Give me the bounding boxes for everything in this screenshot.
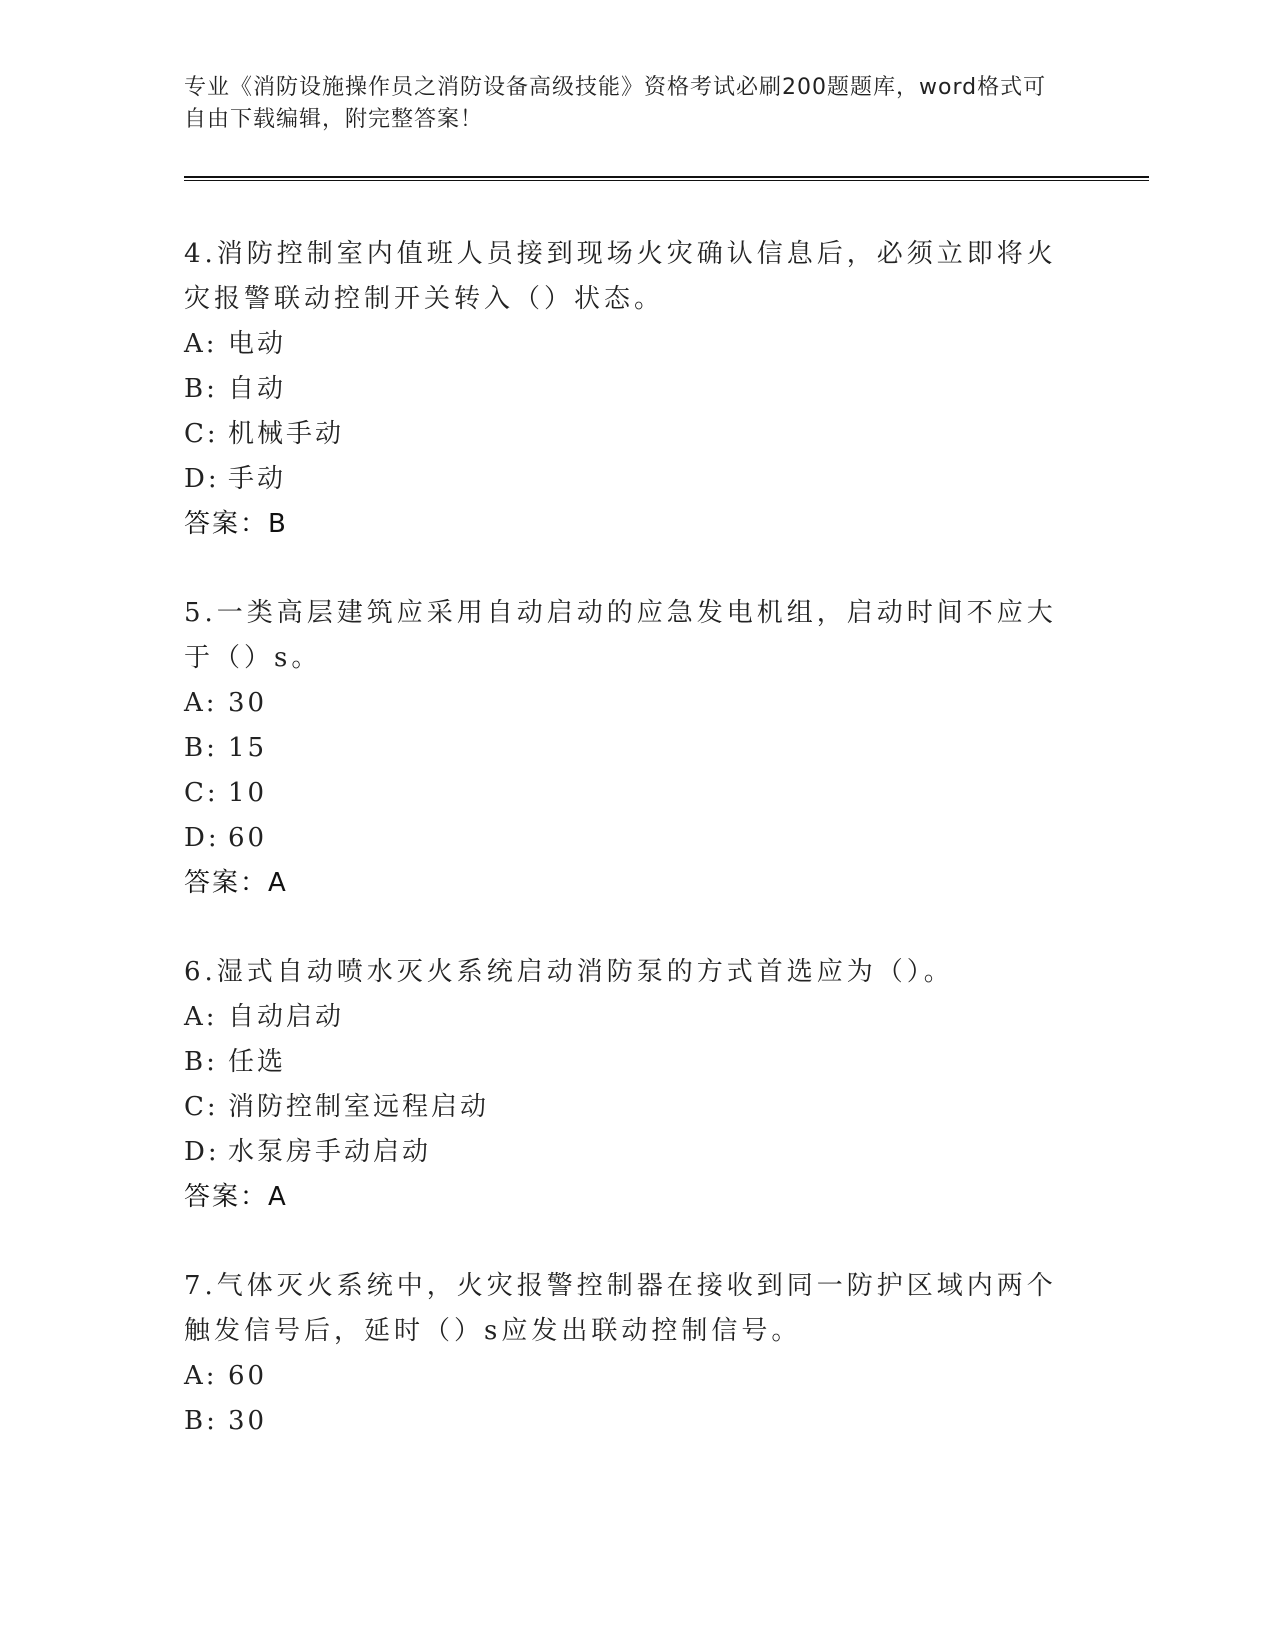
- option-text: 机械手动: [228, 419, 345, 449]
- answer-label: 答案：: [184, 509, 269, 539]
- question-item: [184, 232, 1064, 547]
- option-text: 手动: [228, 464, 287, 494]
- answer-line: [184, 1175, 1064, 1220]
- option-letter: C:: [184, 419, 219, 449]
- option-text: 任选: [228, 1047, 287, 1077]
- answer-value: A: [268, 1182, 286, 1212]
- option-letter: B:: [184, 733, 218, 763]
- answer-label: 答案：: [184, 1182, 269, 1212]
- option-letter: B:: [184, 374, 218, 404]
- option-c: [184, 412, 1064, 457]
- answer-label: 答案：: [184, 868, 269, 898]
- option-letter: B:: [184, 1047, 218, 1077]
- header-divider: [184, 176, 1149, 181]
- question-stem: 7.气体灭火系统中，火灾报警控制器在接收到同一防护区域内两个触发信号后，延时（）s应发出联动控制信号。: [184, 1271, 1057, 1346]
- option-text: 60: [228, 1361, 268, 1391]
- question-item: [184, 1264, 1064, 1444]
- question-item: [184, 591, 1064, 906]
- option-c: [184, 771, 1064, 816]
- option-b: [184, 1040, 1064, 1085]
- option-letter: A:: [184, 688, 218, 718]
- option-letter: C:: [184, 1092, 219, 1122]
- option-text: 电动: [228, 329, 287, 359]
- question-stem: 6.湿式自动喷水灭火系统启动消防泵的方式首选应为（）。: [184, 957, 954, 987]
- option-text: 30: [228, 1406, 268, 1436]
- question-item: [184, 950, 1064, 1220]
- option-d: [184, 457, 1064, 502]
- option-text: 30: [228, 688, 268, 718]
- option-text: 15: [228, 733, 268, 763]
- option-text: 水泵房手动启动: [228, 1137, 432, 1167]
- question-stem: 5.一类高层建筑应采用自动启动的应急发电机组，启动时间不应大于（）s。: [184, 598, 1057, 673]
- option-letter: A:: [184, 1361, 218, 1391]
- option-a: [184, 681, 1064, 726]
- option-text: 消防控制室远程启动: [228, 1092, 490, 1122]
- option-text: 60: [228, 823, 268, 853]
- answer-line: [184, 502, 1064, 547]
- option-text: 自动启动: [228, 1002, 345, 1032]
- answer-value: B: [268, 509, 286, 539]
- document-header: 专业《消防设施操作员之消防设备高级技能》资格考试必刷200题题库，word格式可自由下载编辑，附完整答案！: [184, 75, 1047, 132]
- option-b: [184, 726, 1064, 771]
- option-letter: D:: [184, 823, 220, 853]
- option-d: [184, 1130, 1064, 1175]
- option-letter: A:: [184, 329, 218, 359]
- option-letter: C:: [184, 778, 219, 808]
- option-a: [184, 322, 1064, 367]
- option-letter: A:: [184, 1002, 218, 1032]
- option-b: [184, 367, 1064, 412]
- option-a: [184, 1354, 1064, 1399]
- answer-value: A: [268, 868, 286, 898]
- option-letter: D:: [184, 464, 220, 494]
- option-c: [184, 1085, 1064, 1130]
- option-b: [184, 1399, 1064, 1444]
- answer-line: [184, 861, 1064, 906]
- option-a: [184, 995, 1064, 1040]
- question-stem: 4.消防控制室内值班人员接到现场火灾确认信息后，必须立即将火灾报警联动控制开关转入（）状态。: [184, 239, 1057, 314]
- question-list: [184, 232, 1064, 1488]
- option-text: 自动: [228, 374, 287, 404]
- option-letter: B:: [184, 1406, 218, 1436]
- option-d: [184, 816, 1064, 861]
- option-text: 10: [228, 778, 268, 808]
- option-letter: D:: [184, 1137, 220, 1167]
